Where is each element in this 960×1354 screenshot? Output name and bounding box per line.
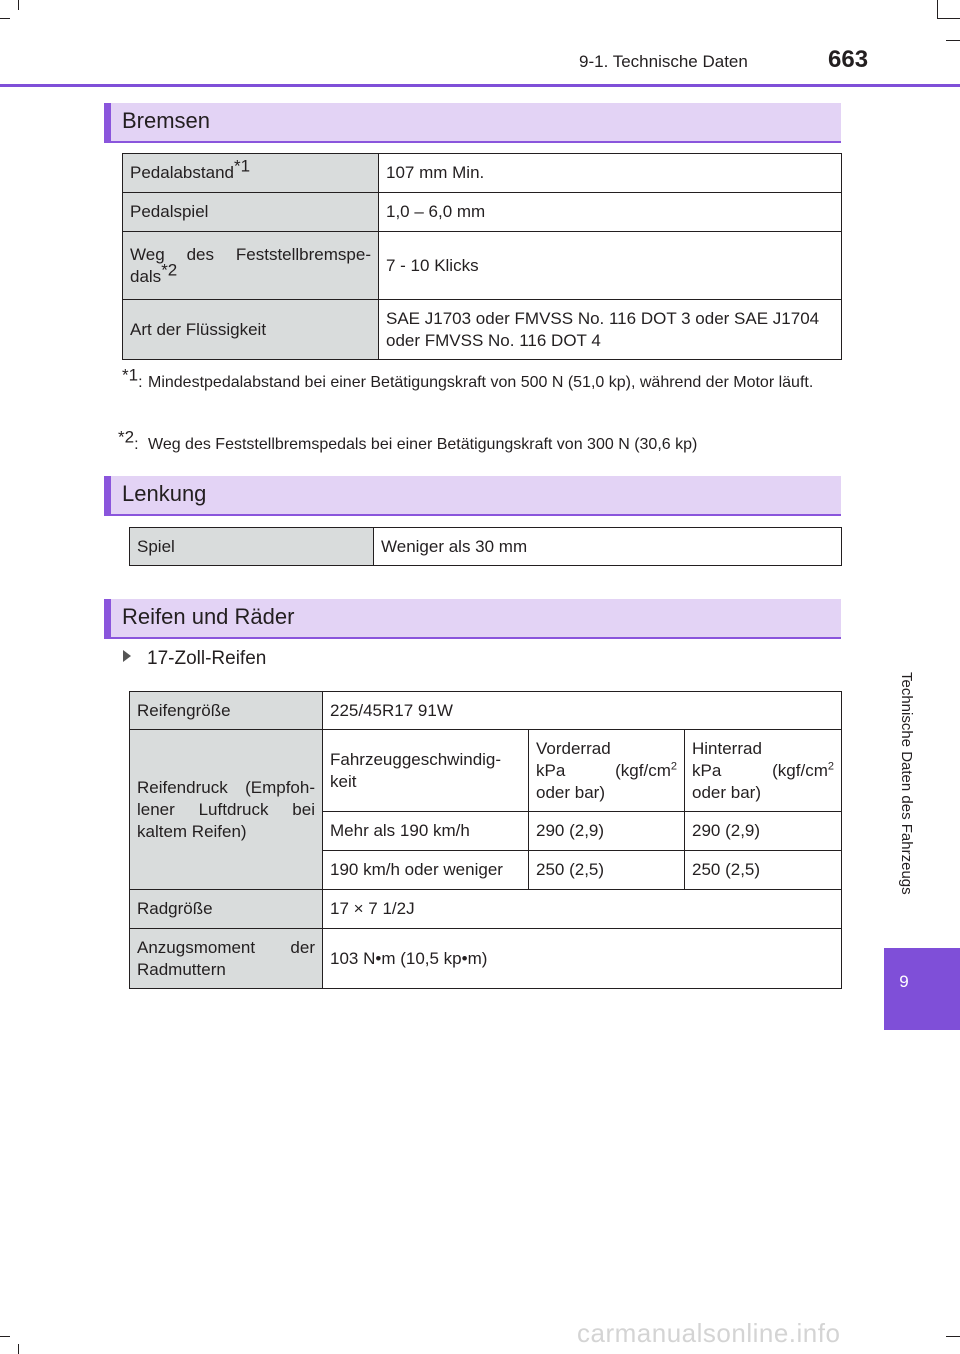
chapter-title-vertical: Technische Daten des Fahrzeugs xyxy=(898,672,915,895)
table-row xyxy=(130,890,842,929)
table-label-cell xyxy=(123,154,379,193)
footnote-separator: : xyxy=(138,374,143,391)
row-label-line: Weg des Feststellbremspe- xyxy=(130,244,371,264)
arrow-right-icon xyxy=(123,650,131,662)
header-line xyxy=(536,760,677,782)
section-accent xyxy=(104,476,111,516)
header-line: Vorderrad xyxy=(536,738,611,758)
bremsen-table xyxy=(122,153,842,360)
header-line: Hinterrad xyxy=(692,738,762,758)
section-title: Reifen und Räder xyxy=(122,604,295,629)
table-value-cell: 225/45R17 91W xyxy=(323,692,842,730)
column-header-speed xyxy=(323,730,529,812)
footnote-mark-text: *2 xyxy=(118,427,135,447)
crop-mark xyxy=(937,0,938,18)
label-line: lener Luftdruck bei xyxy=(137,799,315,819)
label-line: kaltem Reifen) xyxy=(137,821,247,841)
section-header: 9-1. Technische Daten xyxy=(579,52,748,71)
crop-mark xyxy=(0,1336,10,1337)
table-label-cell xyxy=(130,730,323,890)
crop-mark xyxy=(18,0,19,10)
section-bremsen xyxy=(104,103,841,143)
header-line: oder bar) xyxy=(536,782,605,802)
value-line: SAE J1703 oder FMVSS No. 116 DOT 3 oder SAE J1704 xyxy=(386,308,820,328)
table-label-cell: Art der Flüssigkeit xyxy=(123,300,379,360)
footnote-2 xyxy=(118,427,836,460)
footnote-ref: *1 xyxy=(233,156,251,176)
table-row xyxy=(123,300,842,360)
header-line xyxy=(692,760,834,782)
footnote-ref: *2 xyxy=(161,259,178,279)
section-accent xyxy=(104,103,111,143)
table-cell-speed: 190 km/h oder weniger xyxy=(323,851,529,890)
table-value-cell: 1,0 – 6,0 mm xyxy=(379,193,842,232)
row-label-line: dals xyxy=(130,266,162,286)
footnote-text: Mindestpedalabstand bei einer Betätigungskraft von 500 N (51,0 kp), während der Motor läuft. xyxy=(148,374,814,391)
header-line: oder bar) xyxy=(692,782,761,802)
label-line: Anzugsmoment der xyxy=(137,937,315,957)
table-row xyxy=(130,528,842,566)
table-cell-front: 250 (2,5) xyxy=(529,851,685,890)
table-row xyxy=(123,232,842,300)
section-reifen xyxy=(104,599,841,639)
page-number: 663 xyxy=(828,46,869,73)
crop-mark xyxy=(946,40,960,41)
section-title: Lenkung xyxy=(122,481,207,506)
header-line: keit xyxy=(330,771,357,791)
table-label-cell: Spiel xyxy=(130,528,374,566)
column-header-front xyxy=(529,730,685,812)
footnote-mark xyxy=(118,427,139,458)
label-line: Radmuttern xyxy=(137,959,226,979)
table-label-cell: Pedalspiel xyxy=(123,193,379,232)
subheading-text: 17-Zoll-Reifen xyxy=(147,648,267,669)
table-value-cell: 103 N•m (10,5 kp•m) xyxy=(323,929,842,989)
table-value-cell: 7 - 10 Klicks xyxy=(379,232,842,300)
subheading xyxy=(123,648,266,670)
table-row xyxy=(130,929,842,989)
table-label-cell: Radgröße xyxy=(130,890,323,929)
header-text: kPa (kgf/cm xyxy=(692,760,828,780)
crop-mark xyxy=(0,18,10,19)
crop-mark xyxy=(937,18,960,19)
row-label: Pedalabstand xyxy=(130,163,234,182)
label-line: Reifendruck (Empfoh- xyxy=(137,777,315,797)
table-cell-rear: 250 (2,5) xyxy=(685,851,842,890)
lenkung-table xyxy=(129,527,842,566)
header-text: kPa (kgf/cm xyxy=(536,760,671,780)
section-accent xyxy=(104,599,111,639)
footnote-1 xyxy=(122,365,836,424)
crop-mark xyxy=(18,1344,19,1354)
header-line: Fahrzeuggeschwindig- xyxy=(330,749,502,769)
table-row xyxy=(123,193,842,232)
table-row xyxy=(123,154,842,193)
table-row xyxy=(130,730,842,812)
section-lenkung xyxy=(104,476,841,516)
table-label-cell xyxy=(130,929,323,989)
section-title: Bremsen xyxy=(122,108,211,133)
crop-mark xyxy=(946,1336,960,1337)
footnote-separator: : xyxy=(134,436,139,453)
chapter-tab xyxy=(884,948,960,1030)
table-value-cell xyxy=(379,300,842,360)
table-label-cell: Reifengröße xyxy=(130,692,323,730)
table-cell-front: 290 (2,9) xyxy=(529,812,685,851)
watermark: carmanualsonline.info xyxy=(577,1318,841,1348)
footnote-mark-text: *1 xyxy=(122,365,139,385)
table-cell-speed: Mehr als 190 km/h xyxy=(323,812,529,851)
chapter-number: 9 xyxy=(899,972,909,991)
table-label-cell xyxy=(123,232,379,300)
header-divider xyxy=(0,84,960,87)
reifen-table xyxy=(129,691,842,989)
table-value-cell: 107 mm Min. xyxy=(379,154,842,193)
value-line: oder FMVSS No. 116 DOT 4 xyxy=(386,330,601,350)
superscript: 2 xyxy=(670,759,677,772)
table-row xyxy=(130,692,842,730)
table-value-cell: Weniger als 30 mm xyxy=(374,528,842,566)
column-header-rear xyxy=(685,730,842,812)
table-cell-rear: 290 (2,9) xyxy=(685,812,842,851)
superscript: 2 xyxy=(827,759,834,772)
footnote-text: Weg des Feststellbremspedals bei einer Betätigungskraft von 300 N (30,6 kp) xyxy=(148,436,698,453)
footnote-mark xyxy=(122,365,143,396)
table-value-cell: 17 × 7 1/2J xyxy=(323,890,842,929)
